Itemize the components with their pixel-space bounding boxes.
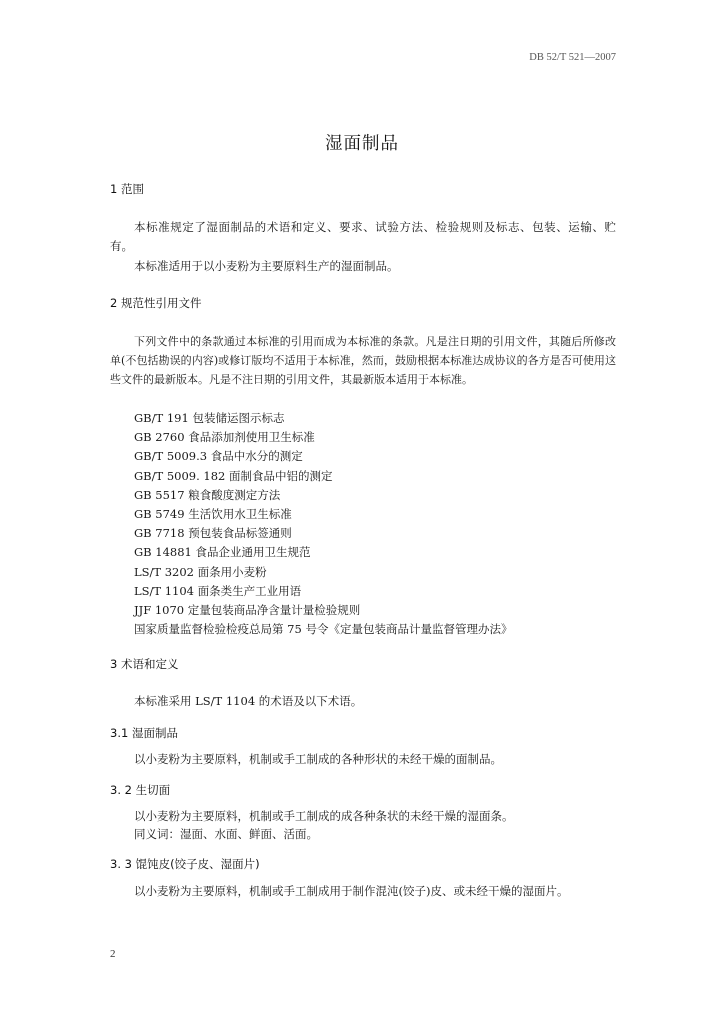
reference-item: GB/T 5009.3 食品中水分的测定 [134, 449, 303, 464]
reference-item: GB 2760 食品添加剂使用卫生标准 [134, 430, 315, 445]
reference-item: GB/T 5009. 182 面制食品中铝的测定 [134, 468, 333, 483]
term-3-2-definition: 以小麦粉为主要原料，机制或手工制成的成各种条状的未经干燥的湿面条。 [134, 809, 514, 823]
term-3-1-heading: 3.1 湿面制品 [110, 726, 178, 740]
term-3-3-definition: 以小麦粉为主要原料，机制或手工制成用于制作混沌(饺子)皮、或未经干燥的湿面片。 [134, 884, 569, 898]
section-1-paragraph-1: 本标准规定了湿面制品的术语和定义、要求、试验方法、检验规则及标志、包装、运输、贮有。 [110, 220, 616, 253]
reference-item: 国家质量监督检验检疫总局第 75 号令《定量包装商品计量监督管理办法》 [134, 622, 513, 637]
term-3-2-synonyms: 同义词：湿面、水面、鲜面、活面。 [134, 827, 318, 841]
section-2-heading: 2 规范性引用文件 [110, 296, 202, 310]
section-3-paragraph-1: 本标准采用 LS/T 1104 的术语及以下术语。 [134, 694, 363, 708]
reference-item: JJF 1070 定量包装商品净含量计量检验规则 [134, 602, 361, 617]
page-title: 湿面制品 [325, 134, 399, 154]
term-3-2-heading: 3. 2 生切面 [110, 783, 171, 797]
section-2-paragraph-1: 下列文件中的条款通过本标准的引用而成为本标准的条款。凡是注日期的引用文件，其随后所修改单(不包括勘误的内容)或修订版均不适用于本标准，然而，鼓励根据本标准达成协议的各方是否可使用这些文件的最新版本。凡是不注日期的引用文件，其最新版本适用于本标准。 [110, 335, 616, 386]
normative-reference-list [134, 409, 512, 639]
section-1-heading: 1 范围 [110, 182, 144, 196]
reference-item: GB 5517 粮食酸度测定方法 [134, 487, 281, 502]
reference-item: GB 7718 预包装食品标签通则 [134, 526, 292, 541]
section-3-heading: 3 术语和定义 [110, 657, 179, 671]
reference-item: LS/T 3202 面条用小麦粉 [134, 564, 267, 579]
page-number: 2 [110, 948, 116, 960]
reference-item: GB 14881 食品企业通用卫生规范 [134, 545, 311, 560]
section-1-paragraph-2: 本标准适用于以小麦粉为主要原料生产的湿面制品。 [134, 259, 399, 273]
document-code: DB 52/T 521—2007 [529, 52, 616, 63]
term-3-3-heading: 3. 3 馄饨皮(饺子皮、湿面片) [110, 857, 260, 871]
reference-item: GB 5749 生活饮用水卫生标准 [134, 506, 292, 521]
term-3-1-definition: 以小麦粉为主要原料，机制或手工制成的各种形状的未经干燥的面制品。 [134, 752, 502, 766]
reference-item: GB/T 191 包装储运图示标志 [134, 411, 285, 425]
reference-item: LS/T 1104 面条类生产工业用语 [134, 583, 302, 598]
